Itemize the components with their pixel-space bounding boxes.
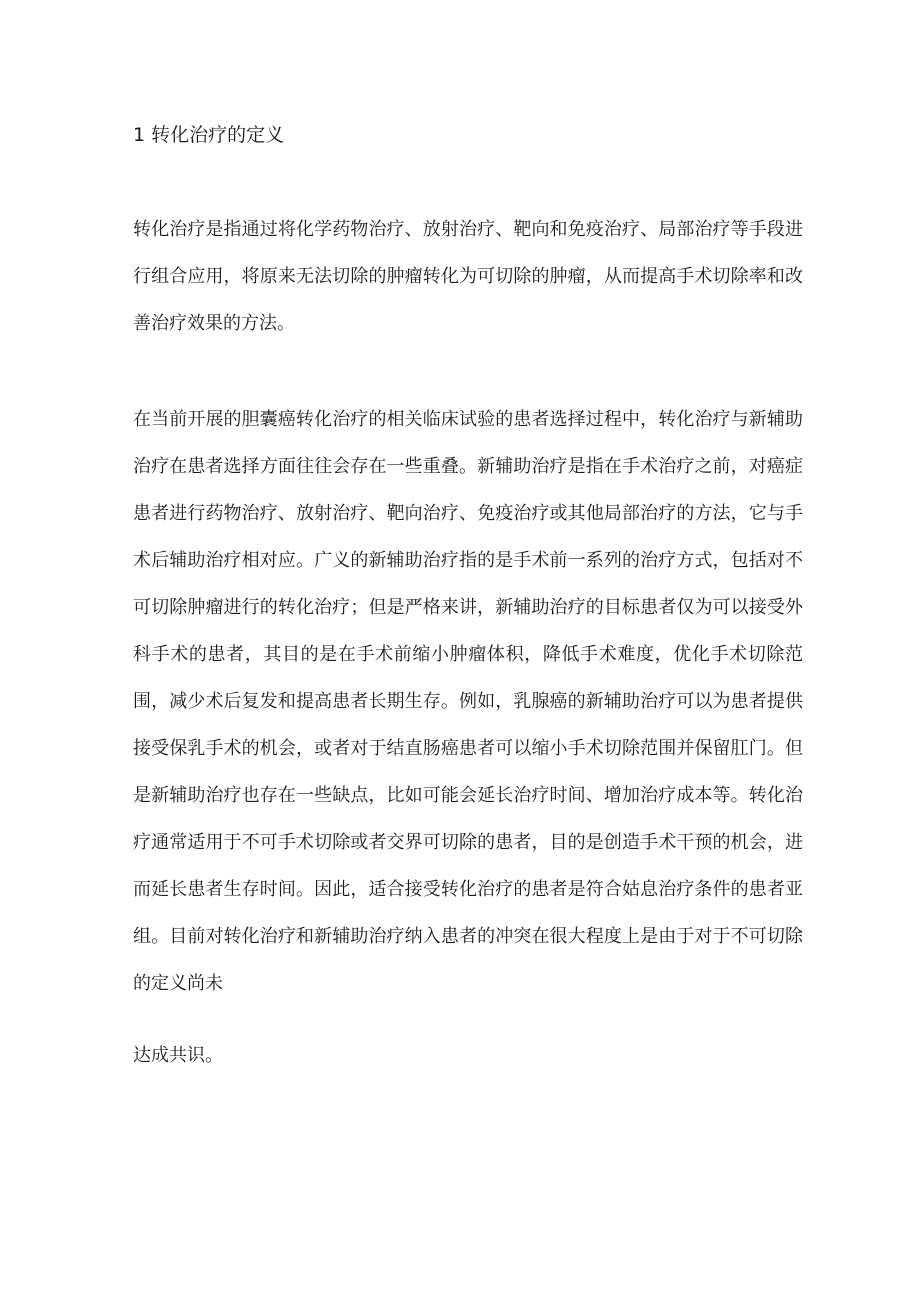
paragraph-continuation: 达成共识。 <box>133 1045 223 1066</box>
paragraph-neoadjuvant-comparison: 在当前开展的胆囊癌转化治疗的相关临床试验的患者选择过程中，转化治疗与新辅助治疗在患者选择方面往往会存在一些重叠。新辅助治疗是指在手术治疗之前，对癌症患者进行药物治疗、放射治疗、靶向治疗、免疫治疗或其他局部治疗的方法，它与手术后辅助治疗相对应。广义的新辅助治疗指的是手术前一系列的治疗方式，包括对不可切除肿瘤进行的转化治疗；但是严格来讲，新辅助治疗的目标患者仅为可以接受外科手术的患者，其目的是在手术前缩小肿瘤体积，降低手术难度，优化手术切除范围，减少术后复发和提高患者长期生存。例如，乳腺癌的新辅助治疗可以为患者提供接受保乳手术的机会，或者对于结直肠癌患者可以缩小手术切除范围并保留肛门。但是新辅助治疗也存在一些缺点，比如可能会延长治疗时间、增加治疗成本等。转化治疗通常适用于不可手术切除或者交界可切除的患者，目的是创造手术干预的机会，进而延长患者生存时间。因此，适合接受转化治疗的患者是符合姑息治疗条件的患者亚组。目前对转化治疗和新辅助治疗纳入患者的冲突在很大程度上是由于对于不可切除的定义尚未 <box>133 409 803 994</box>
section-heading: 1 转化治疗的定义 <box>133 124 285 146</box>
paragraph-definition: 转化治疗是指通过将化学药物治疗、放射治疗、靶向和免疫治疗、局部治疗等手段进行组合应用，将原来无法切除的肿瘤转化为可切除的肿瘤，从而提高手术切除率和改善治疗效果的方法。 <box>133 219 803 334</box>
